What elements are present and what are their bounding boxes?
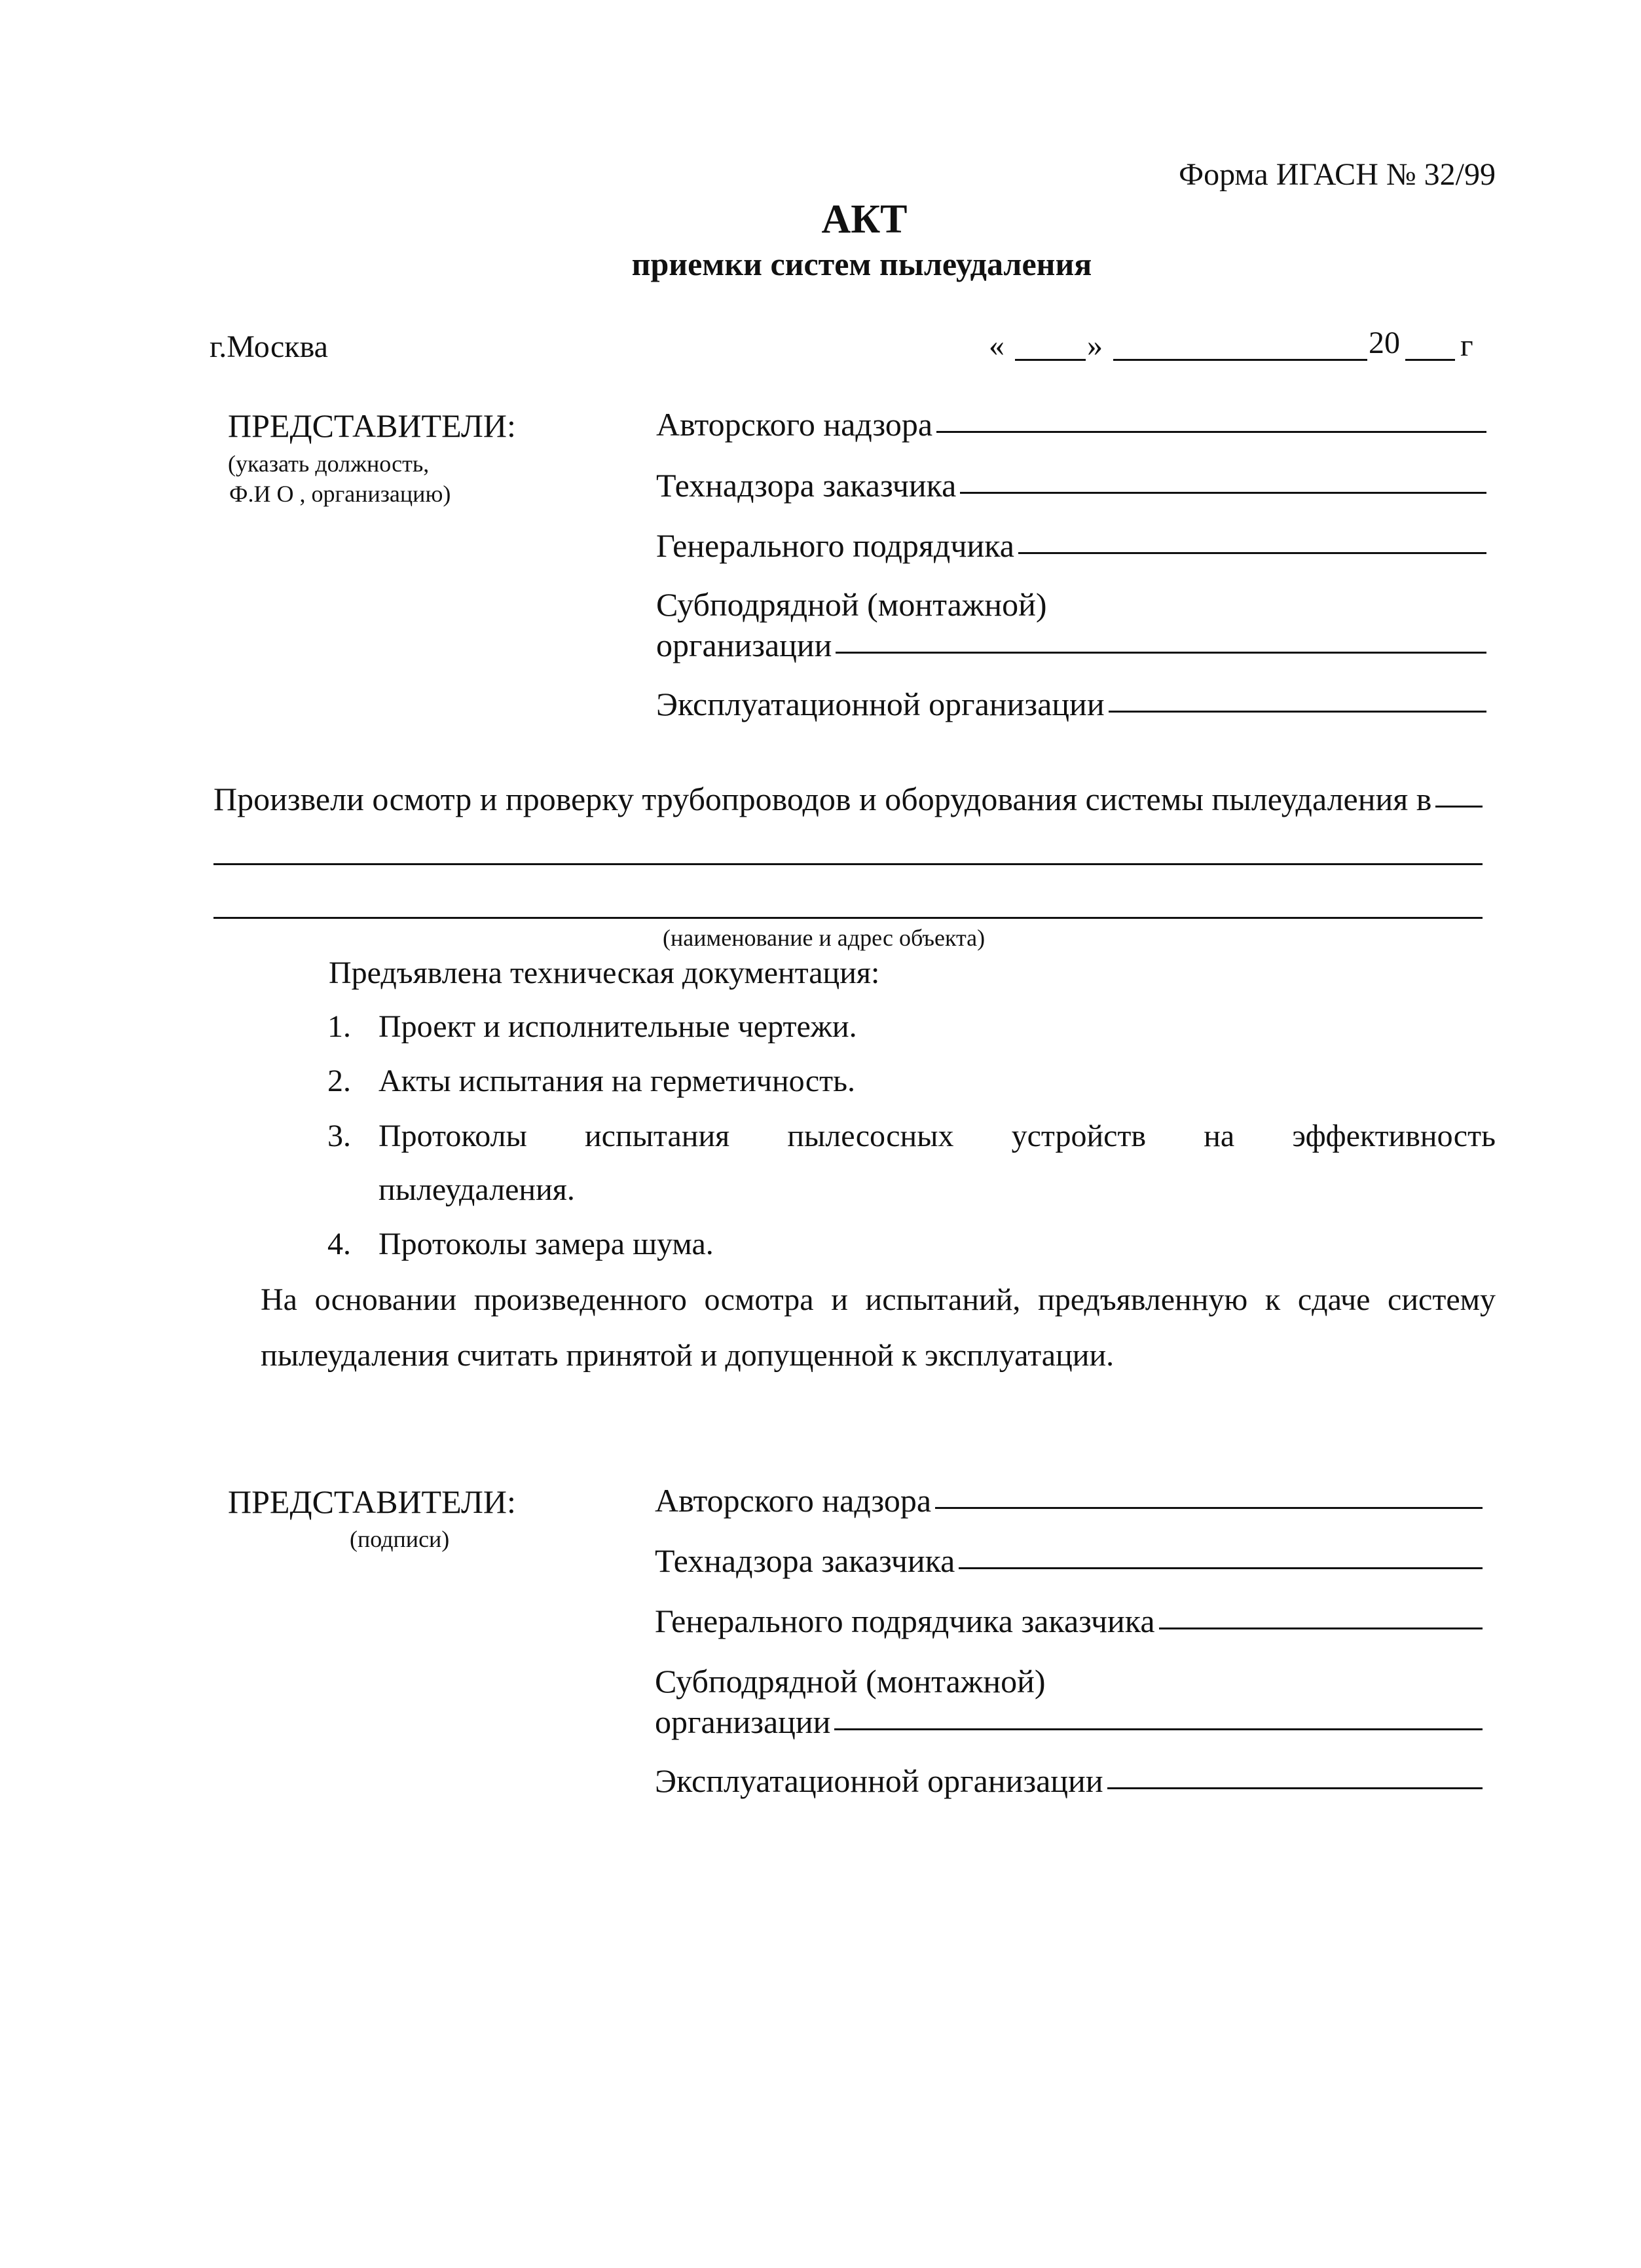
- date-month-blank[interactable]: [1113, 359, 1367, 361]
- representatives-note-line1: (указать должность,: [228, 451, 430, 477]
- list-item-3-text: [378, 1121, 1496, 1152]
- field-label: организации: [656, 627, 832, 663]
- conclusion-line-2: пылеудаления считать принятой и допущенной к эксплуатации.: [261, 1338, 1115, 1373]
- field-customer-supervision[interactable]: [656, 469, 1486, 502]
- signature-author-supervision[interactable]: [655, 1484, 1483, 1517]
- field-general-contractor[interactable]: [656, 529, 1486, 562]
- field-label: Эксплуатационной организации: [656, 686, 1105, 722]
- signature-general-contractor[interactable]: [655, 1605, 1483, 1637]
- signature-subcontractor-org[interactable]: [655, 1705, 1483, 1738]
- inspection-sentence[interactable]: [213, 783, 1483, 815]
- field-author-supervision[interactable]: [656, 408, 1486, 441]
- list-item-3-number: 3.: [327, 1119, 351, 1153]
- list-item-3-word: испытания: [584, 1119, 730, 1153]
- list-item-4-number: 4.: [327, 1227, 351, 1261]
- representatives-note-line2: Ф.И О , организацию): [229, 481, 451, 507]
- list-item-3-word: на: [1204, 1119, 1235, 1153]
- list-item-3-continuation: пылеудаления.: [378, 1172, 575, 1207]
- field-label: Технадзора заказчика: [655, 1542, 955, 1579]
- list-item-2-number: 2.: [327, 1064, 351, 1098]
- list-item-4-text: Протоколы замера шума.: [378, 1227, 714, 1261]
- date-day-blank[interactable]: [1015, 359, 1086, 361]
- city: г.Москва: [210, 329, 328, 364]
- document-subtitle: приемки систем пылеудаления: [631, 246, 1092, 282]
- field-label: Генерального подрядчика заказчика: [655, 1603, 1155, 1639]
- field-label: Генерального подрядчика: [656, 527, 1014, 564]
- field-label: Технадзора заказчика: [656, 467, 957, 504]
- field-label: Эксплуатационной организации: [655, 1762, 1103, 1799]
- field-label: Авторского надзора: [656, 406, 933, 443]
- field-subcontractor-label: Субподрядной (монтажной): [656, 586, 1047, 623]
- date-quote-close: »: [1087, 328, 1103, 363]
- signature-subcontractor-label: Субподрядной (монтажной): [655, 1663, 1046, 1700]
- signatures-note: (подписи): [350, 1526, 450, 1552]
- list-item-3-word: пылесосных: [787, 1119, 954, 1153]
- list-item-3-word: Протоколы: [378, 1119, 527, 1153]
- object-address-line-2[interactable]: [213, 917, 1483, 919]
- date-quote-open: «: [989, 328, 1005, 363]
- inspection-text: Произвели осмотр и проверку трубопроводов и оборудования системы пылеудаления в: [213, 781, 1432, 817]
- docs-heading: Предъявлена техническая документация:: [329, 956, 880, 990]
- signature-operating-org[interactable]: [655, 1764, 1483, 1797]
- object-address-caption: (наименование и адрес объекта): [663, 925, 986, 951]
- list-item-1-number: 1.: [327, 1009, 351, 1044]
- date-year-suffix: г: [1460, 328, 1473, 363]
- form-number: Форма ИГАСН № 32/99: [1179, 157, 1496, 192]
- conclusion-line-1: На основании произведенного осмотра и испытаний, предъявленную к сдаче систему: [261, 1282, 1496, 1317]
- signature-customer-supervision[interactable]: [655, 1544, 1483, 1577]
- field-operating-org[interactable]: [656, 688, 1486, 720]
- list-item-2-text: Акты испытания на герметичность.: [378, 1064, 855, 1098]
- list-item-3-word: эффективность: [1292, 1119, 1496, 1153]
- signatures-heading: ПРЕДСТАВИТЕЛИ:: [228, 1483, 516, 1520]
- document-title: АКТ: [821, 197, 908, 242]
- date-year-prefix: 20: [1369, 325, 1400, 360]
- list-item-1-text: Проект и исполнительные чертежи.: [378, 1009, 857, 1044]
- list-item-3-word: устройств: [1011, 1119, 1147, 1153]
- representatives-heading: ПРЕДСТАВИТЕЛИ:: [228, 407, 516, 444]
- object-address-line-1[interactable]: [213, 863, 1483, 865]
- field-label: Авторского надзора: [655, 1482, 932, 1519]
- field-label: организации: [655, 1703, 831, 1740]
- date-year-blank[interactable]: [1405, 359, 1455, 361]
- field-subcontractor-org[interactable]: [656, 629, 1486, 661]
